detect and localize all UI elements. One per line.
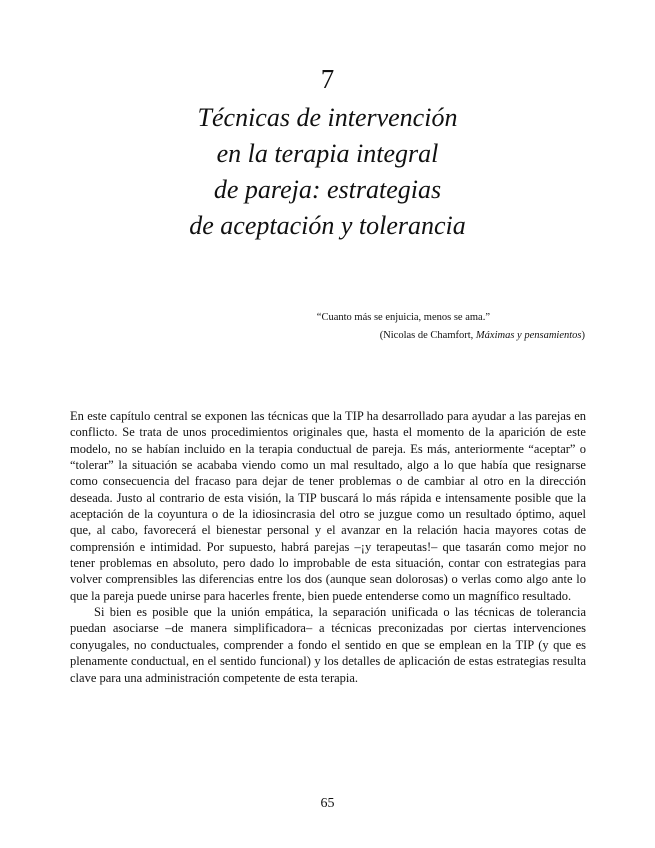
epigraph-quote: “Cuanto más se enjuicia, menos se ama.” bbox=[316, 312, 490, 323]
epigraph-attribution bbox=[165, 327, 585, 345]
chapter-title-line: de aceptación y tolerancia bbox=[189, 211, 466, 240]
body-text bbox=[70, 408, 586, 686]
chapter-number: 7 bbox=[320, 64, 335, 94]
page-number: 65 bbox=[320, 796, 335, 811]
epigraph bbox=[165, 309, 585, 345]
chapter-title-line: Técnicas de intervención bbox=[197, 103, 458, 132]
paragraph: En este capítulo central se exponen las técnicas que la TIP ha desarrollado para ayudar a las parejas en conflicto. Se trata de unos procedimientos originales que, hasta el momento de la aparición de este modelo, no se habían incluido en la terapia conductual de pareja. Es más, anteriormente “aceptar” o “tolerar” la situación se acababa viendo como un mal resultado, algo a lo que había que resignarse como consecuencia del fracaso para dejar de tener problemas o de cambiar al otro en la dirección deseada. Justo al contrario de esta visión, la TIP buscará lo más rápida e intensamente posible que la aceptación de la coyuntura o de la idiosincrasia del otro se juzgue como un resultado óptimo, aquel que, al cabo, favorecerá el bienestar personal y el avanzar en la relación hacia mayores cotas de comprensión e intimidad. Por supuesto, habrá parejas –¡y terapeutas!– que tasarán como mejor no tener problemas en absoluto, pero dado lo improbable de esta situación, contar con estrategias para volver comprensibles las diferencias entre los dos (aunque sean dolorosas) o verlas como algo ante lo que la pareja puede unirse para hacerles frente, bien puede entenderse como un magnífico resultado. bbox=[70, 409, 586, 603]
chapter-title-line: en la terapia integral bbox=[216, 139, 439, 168]
paragraph: Si bien es posible que la unión empática, la separación unificada o las técnicas de tolerancia puedan asociarse –de manera simplificadora– a técnicas preconizadas por ciertas intervenciones conyugales, no conductuales, comprender a fondo el sentido en que se emplean en la TIP (y que es plenamente conductual, en el sentido funcional) y los detalles de aplicación de estas estrategias resulta clave para una administración competente de esta terapia. bbox=[70, 605, 586, 685]
chapter-title bbox=[0, 100, 655, 244]
chapter-title-line: de pareja: estrategias bbox=[213, 175, 442, 204]
attribution-work: Máximas y pensamientos bbox=[475, 330, 582, 341]
attribution-close: ) bbox=[581, 330, 585, 341]
attribution-author: (Nicolas de Chamfort, bbox=[379, 330, 476, 341]
